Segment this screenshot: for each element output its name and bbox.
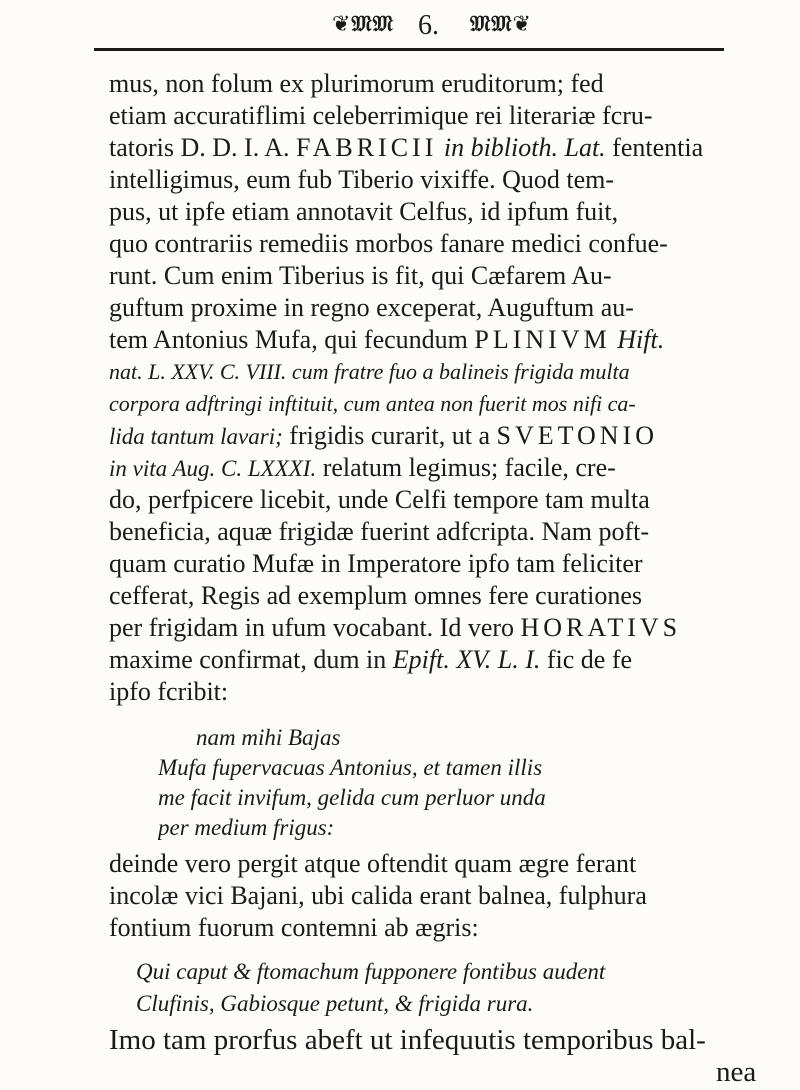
header-ornament-left: ❦𝔐𝔐 xyxy=(332,12,394,37)
text-run: guftum proxime in regno exceperat, Auguftum au- xyxy=(109,293,634,322)
citation: Hift. xyxy=(617,325,665,354)
text-line xyxy=(109,388,767,420)
text-line: fontium fuorum contemni ab ægris: xyxy=(109,913,479,942)
text-line xyxy=(109,68,767,100)
text-line xyxy=(109,676,767,708)
author-name: HORATIVS xyxy=(520,613,682,642)
text-line xyxy=(109,644,767,676)
verse-line: per medium frigus: xyxy=(158,815,335,840)
text-run: quo contrariis remediis morbos fanare medici confue- xyxy=(109,229,668,258)
text-line xyxy=(109,132,767,164)
text-line xyxy=(109,356,767,388)
text-run: cefferat, Regis ad exemplum omnes fere curationes xyxy=(109,581,643,610)
citation: in vita Aug. C. LXXXI. xyxy=(109,456,317,481)
text-line xyxy=(109,484,767,516)
text-line xyxy=(109,612,767,644)
text-run: relatum legimus; facile, cre- xyxy=(316,453,616,482)
text-line: Imo tam prorfus abeft ut infequutis temporibus bal- xyxy=(109,1024,706,1056)
text-run: pus, ut ipfe etiam annotavit Celfus, id ipfum fuit, xyxy=(109,197,619,226)
text-line xyxy=(109,420,767,452)
verse-line: Qui caput & ftomachum fupponere fontibus audent xyxy=(136,959,606,984)
text-run: do, perfpicere licebit, unde Celfi tempore tam multa xyxy=(109,485,650,514)
text-line xyxy=(109,228,767,260)
text-run: tatoris D. D. I. A. xyxy=(109,133,297,162)
text-run: tem Antonius Mufa, qui fecundum xyxy=(109,325,475,354)
author-name: PLINIVM xyxy=(474,325,611,354)
text-line xyxy=(109,452,767,484)
text-line xyxy=(109,548,767,580)
verse-line: nam mihi Bajas xyxy=(196,725,341,750)
text-run: fententia xyxy=(605,133,704,162)
citation: in biblioth. Lat. xyxy=(443,133,606,162)
text-line xyxy=(109,516,767,548)
page-header xyxy=(0,10,800,50)
header-ornament-right: 𝔐𝔐❦ xyxy=(470,12,532,37)
text-line xyxy=(109,580,767,612)
text-run: fic de fe xyxy=(540,645,633,674)
italic-run: corpora adftringi inftituit, cum antea non fuerit mos nifi ca- xyxy=(109,391,636,416)
text-run: frigidis curarit, ut a xyxy=(282,421,497,450)
text-run: intelligimus, eum fub Tiberio vixiffe. Quod tem- xyxy=(109,165,615,194)
text-run: maxime confirmat, dum in xyxy=(109,645,393,674)
page-number: 6. xyxy=(418,10,439,41)
text-run: etiam accuratiflimi celeberrimique rei literariæ fcru- xyxy=(109,101,653,130)
italic-run: lida tantum lavari; xyxy=(109,424,283,449)
italic-run: nat. L. XXV. C. VIII. cum fratre fuo a balineis frigida multa xyxy=(109,359,630,384)
text-line: incolæ vici Bajani, ubi calida erant balnea, fulphura xyxy=(109,881,647,910)
verse-line: Mufa fupervacuas Antonius, et tamen illis xyxy=(158,755,543,780)
text-line: deinde vero pergit atque oftendit quam ægre ferant xyxy=(109,849,637,878)
verse-line: Clufinis, Gabiosque petunt, & frigida rura. xyxy=(136,991,534,1016)
text-run: quam curatio Mufæ in Imperatore ipfo tam feliciter xyxy=(109,549,643,578)
verse-line: me facit invifum, gelida cum perluor unda xyxy=(158,785,546,810)
author-name: FABRICII xyxy=(296,133,438,162)
text-run: ipfo fcribit: xyxy=(109,677,229,706)
text-line xyxy=(109,164,767,196)
text-line xyxy=(109,100,767,132)
text-line xyxy=(109,324,767,356)
text-run: per frigidam in ufum vocabant. Id vero xyxy=(109,613,521,642)
text-run: beneficia, aquæ frigidæ fuerint adfcripta. Nam poft- xyxy=(109,517,650,546)
text-line xyxy=(109,196,767,228)
catchword: nea xyxy=(716,1056,757,1088)
text-line xyxy=(109,292,767,324)
text-line xyxy=(109,260,767,292)
text-run: runt. Cum enim Tiberius is fit, qui Cæfarem Au- xyxy=(109,261,612,290)
header-rule xyxy=(94,48,724,51)
text-run: mus, non folum ex plurimorum eruditorum; fed xyxy=(109,69,604,98)
author-name: SVETONIO xyxy=(496,421,659,450)
citation: Epift. XV. L. I. xyxy=(392,645,541,674)
